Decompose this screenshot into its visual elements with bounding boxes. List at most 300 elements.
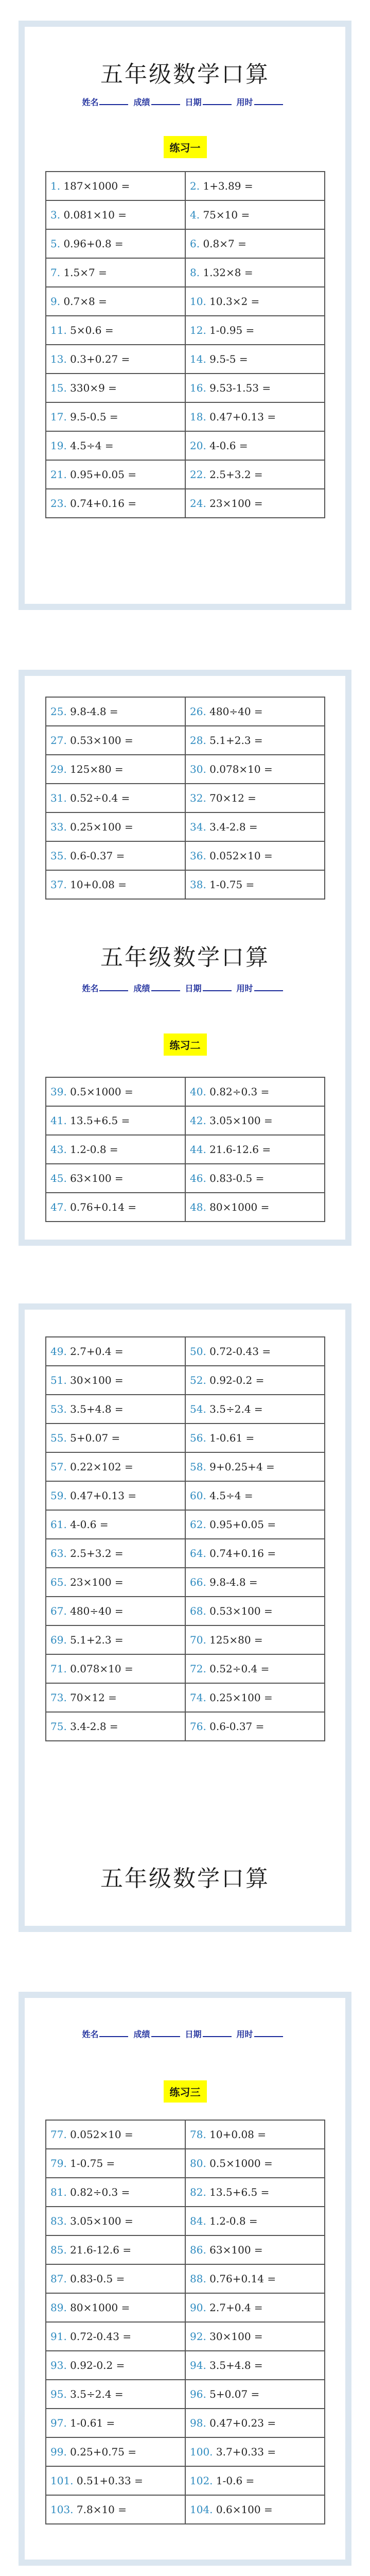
problem-cell: [185, 460, 325, 489]
problem-cell: [185, 1683, 325, 1712]
name-label: 姓名: [82, 984, 99, 993]
problem-number: 9.: [50, 295, 64, 308]
table-row: [46, 697, 325, 726]
problem-expression: 9.5-5 =: [209, 353, 248, 365]
problem-cell: [185, 2120, 325, 2149]
table-row: [46, 1481, 325, 1510]
worksheet-title: 五年级数学口算: [100, 944, 270, 971]
problem-expression: 0.96+0.8 =: [63, 238, 124, 250]
problem-expression: 0.7×8 =: [63, 295, 107, 308]
problem-cell: [46, 2235, 185, 2264]
problem-number: 52.: [190, 1374, 210, 1386]
problem-cell: [46, 1164, 185, 1193]
worksheet-title: 五年级数学口算: [100, 1866, 270, 1892]
problem-expression: 0.47+0.13 =: [70, 1489, 137, 1502]
problem-cell: [185, 1106, 325, 1135]
problem-number: 40.: [190, 1086, 210, 1098]
problem-cell: [46, 489, 185, 518]
problem-cell: [46, 200, 185, 229]
table-row: [46, 1077, 325, 1106]
score-blank: [151, 983, 180, 991]
table-row: [46, 2409, 325, 2437]
time-blank: [254, 2029, 283, 2037]
problem-expression: 9+0.25+4 =: [209, 1461, 275, 1473]
time-label: 用时: [236, 2029, 253, 2039]
problem-number: 3.: [50, 209, 64, 221]
problem-cell: [185, 1337, 325, 1366]
problem-cell: [46, 2178, 185, 2207]
problem-number: 17.: [50, 411, 71, 423]
problem-number: 63.: [50, 1547, 71, 1560]
problem-number: 73.: [50, 1691, 71, 1704]
table-row: [46, 2178, 325, 2207]
table-row: [46, 1193, 325, 1222]
problem-expression: 0.92-0.2 =: [70, 2359, 125, 2371]
table-row: [46, 2466, 325, 2495]
problem-expression: 9.8-4.8 =: [209, 1576, 258, 1588]
problem-number: 55.: [50, 1432, 71, 1444]
date-blank: [203, 97, 232, 105]
problem-number: 23.: [50, 497, 71, 510]
exercise-tag: 练习三: [164, 2080, 207, 2103]
problem-number: 21.: [50, 468, 71, 481]
problem-expression: 1.2-0.8 =: [209, 2215, 258, 2227]
table-row: [46, 1568, 325, 1597]
problem-cell: [185, 1539, 325, 1568]
table-row: [46, 1539, 325, 1568]
problem-expression: 0.74+0.16 =: [209, 1547, 276, 1560]
problem-expression: 0.052×10 =: [209, 850, 273, 862]
problem-number: 60.: [190, 1489, 210, 1502]
problem-cell: [46, 1452, 185, 1481]
problem-number: 41.: [50, 1114, 71, 1127]
table-row: [46, 172, 325, 200]
problem-cell: [46, 2495, 185, 2524]
problem-expression: 1-0.61 =: [209, 1432, 255, 1444]
time-label: 用时: [236, 97, 253, 107]
name-blank: [99, 2029, 128, 2037]
problem-expression: 0.52÷0.4 =: [70, 792, 130, 804]
problem-cell: [46, 1654, 185, 1683]
problem-number: 67.: [50, 1605, 71, 1617]
problem-number: 35.: [50, 850, 71, 862]
problem-number: 42.: [190, 1114, 210, 1127]
problem-expression: 3.05×100 =: [70, 2215, 133, 2227]
table-row: [46, 2120, 325, 2149]
problem-expression: 0.95+0.05 =: [70, 468, 137, 481]
problem-cell: [46, 697, 185, 726]
problem-cell: [46, 870, 185, 899]
problem-expression: 0.51+0.33 =: [76, 2475, 143, 2487]
problem-expression: 21.6-12.6 =: [209, 1143, 271, 1156]
problem-cell: [185, 2351, 325, 2380]
problem-expression: 80×1000 =: [70, 2301, 130, 2314]
table-row: [46, 1337, 325, 1366]
problem-expression: 3.5÷2.4 =: [209, 1403, 263, 1415]
problem-expression: 70×12 =: [209, 792, 256, 804]
problem-number: 38.: [190, 878, 210, 891]
problem-expression: 0.47+0.23 =: [209, 2417, 276, 2429]
problem-expression: 1-0.75 =: [209, 878, 255, 891]
problem-number: 78.: [190, 2128, 210, 2141]
problem-number: 79.: [50, 2157, 71, 2170]
problem-cell: [185, 1481, 325, 1510]
problem-cell: [185, 316, 325, 345]
problem-number: 62.: [190, 1518, 210, 1531]
table-row: [46, 726, 325, 755]
problem-expression: 0.53×100 =: [70, 734, 133, 747]
problem-number: 47.: [50, 1201, 71, 1213]
problem-expression: 1.32×8 =: [203, 266, 253, 279]
problem-expression: 0.83-0.5 =: [70, 2273, 125, 2285]
problem-expression: 75×10 =: [203, 209, 250, 221]
problem-expression: 5.1+2.3 =: [209, 734, 263, 747]
problem-cell: [46, 1481, 185, 1510]
problem-number: 15.: [50, 382, 71, 394]
table-row: [46, 755, 325, 784]
problem-expression: 1-0.61 =: [70, 2417, 115, 2429]
problem-number: 66.: [190, 1576, 210, 1588]
problem-table: [45, 2120, 325, 2524]
problem-cell: [46, 1135, 185, 1164]
problem-number: 65.: [50, 1576, 71, 1588]
problem-cell: [46, 2437, 185, 2466]
date-blank: [203, 983, 232, 991]
problem-number: 20.: [190, 439, 210, 452]
table-row: [46, 402, 325, 431]
problem-number: 76.: [190, 1720, 210, 1733]
problem-cell: [185, 1712, 325, 1741]
problem-number: 94.: [190, 2359, 210, 2371]
table-row: [46, 1164, 325, 1193]
score-label: 成绩: [133, 2029, 150, 2039]
problem-number: 51.: [50, 1374, 71, 1386]
problem-expression: 187×1000 =: [63, 180, 130, 192]
problem-number: 12.: [190, 324, 210, 336]
problem-number: 30.: [190, 763, 210, 775]
problem-expression: 2.5+3.2 =: [70, 1547, 124, 1560]
problem-number: 70.: [190, 1634, 210, 1646]
problem-cell: [46, 2351, 185, 2380]
problem-cell: [185, 1164, 325, 1193]
problem-expression: 0.5×1000 =: [70, 1086, 133, 1098]
problem-expression: 0.25+0.75 =: [70, 2446, 137, 2458]
problem-expression: 3.05×100 =: [209, 1114, 273, 1127]
problem-cell: [46, 1077, 185, 1106]
problem-expression: 1-0.75 =: [70, 2157, 115, 2170]
problem-number: 98.: [190, 2417, 210, 2429]
table-row: [46, 784, 325, 812]
problem-table: [45, 697, 325, 900]
problem-number: 99.: [50, 2446, 71, 2458]
problem-number: 95.: [50, 2388, 71, 2400]
problem-number: 32.: [190, 792, 210, 804]
problem-expression: 7.8×10 =: [76, 2503, 127, 2516]
problem-cell: [185, 1193, 325, 1222]
problem-cell: [185, 2235, 325, 2264]
name-blank: [99, 983, 128, 991]
problem-cell: [185, 1077, 325, 1106]
problem-number: 87.: [50, 2273, 71, 2285]
problem-cell: [185, 726, 325, 755]
problem-expression: 0.6-0.37 =: [70, 850, 125, 862]
problem-cell: [185, 1423, 325, 1452]
problem-expression: 0.92-0.2 =: [209, 1374, 265, 1386]
problem-number: 33.: [50, 821, 71, 833]
table-row: [46, 2264, 325, 2293]
problem-number: 97.: [50, 2417, 71, 2429]
problem-number: 11.: [50, 324, 71, 336]
table-row: [46, 1683, 325, 1712]
name-label: 姓名: [82, 2029, 99, 2039]
problem-cell: [46, 2149, 185, 2178]
problem-number: 68.: [190, 1605, 210, 1617]
time-blank: [254, 97, 283, 105]
problem-cell: [185, 1625, 325, 1654]
problem-number: 31.: [50, 792, 71, 804]
problem-number: 24.: [190, 497, 210, 510]
problem-cell: [46, 460, 185, 489]
problem-expression: 0.052×10 =: [70, 2128, 133, 2141]
problem-cell: [46, 287, 185, 316]
exercise-tag: 练习一: [164, 136, 207, 158]
problem-expression: 0.74+0.16 =: [70, 497, 137, 510]
date-label: 日期: [185, 97, 202, 107]
problem-number: 27.: [50, 734, 71, 747]
table-row: [46, 1423, 325, 1452]
problem-number: 77.: [50, 2128, 71, 2141]
problem-expression: 0.5×1000 =: [209, 2157, 273, 2170]
problem-number: 37.: [50, 878, 71, 891]
problem-number: 82.: [190, 2186, 210, 2198]
problem-cell: [46, 812, 185, 841]
problem-cell: [46, 2466, 185, 2495]
table-row: [46, 374, 325, 402]
problem-expression: 0.8×7 =: [203, 238, 246, 250]
problem-cell: [185, 2293, 325, 2322]
problem-cell: [185, 2380, 325, 2409]
table-row: [46, 870, 325, 899]
problem-expression: 3.4-2.8 =: [209, 821, 258, 833]
problem-cell: [46, 2322, 185, 2351]
table-row: [46, 1597, 325, 1625]
problem-cell: [185, 1452, 325, 1481]
problem-expression: 30×100 =: [209, 2330, 263, 2343]
problem-expression: 30×100 =: [70, 1374, 124, 1386]
problem-number: 75.: [50, 1720, 71, 1733]
table-row: [46, 2495, 325, 2524]
table-row: [46, 2293, 325, 2322]
problem-number: 4.: [190, 209, 203, 221]
problem-expression: 0.82÷0.3 =: [70, 2186, 130, 2198]
problem-number: 69.: [50, 1634, 71, 1646]
problem-cell: [185, 374, 325, 402]
problem-cell: [46, 1625, 185, 1654]
table-row: [46, 2437, 325, 2466]
problem-cell: [46, 402, 185, 431]
problem-expression: 80×1000 =: [209, 1201, 270, 1213]
problem-cell: [46, 1712, 185, 1741]
problem-number: 16.: [190, 382, 210, 394]
problem-number: 53.: [50, 1403, 71, 1415]
table-row: [46, 200, 325, 229]
problem-number: 1.: [50, 180, 64, 192]
problem-number: 100.: [190, 2446, 216, 2458]
problem-cell: [46, 316, 185, 345]
exercise-tag: 练习二: [164, 1033, 207, 1056]
table-row: [46, 345, 325, 374]
problem-cell: [185, 755, 325, 784]
table-row: [46, 258, 325, 287]
problem-number: 7.: [50, 266, 64, 279]
problem-number: 2.: [190, 180, 203, 192]
problem-expression: 2.7+0.4 =: [70, 1345, 124, 1358]
problem-cell: [46, 1568, 185, 1597]
problem-number: 71.: [50, 1663, 71, 1675]
problem-number: 101.: [50, 2475, 77, 2487]
problem-expression: 4-0.6 =: [209, 439, 248, 452]
problem-expression: 5.1+2.3 =: [70, 1634, 124, 1646]
problem-cell: [185, 697, 325, 726]
problem-cell: [46, 1539, 185, 1568]
problem-number: 48.: [190, 1201, 210, 1213]
problem-number: 86.: [190, 2244, 210, 2256]
problem-cell: [46, 1193, 185, 1222]
problem-number: 93.: [50, 2359, 71, 2371]
problem-cell: [46, 755, 185, 784]
problem-cell: [185, 258, 325, 287]
problem-expression: 70×12 =: [70, 1691, 117, 1704]
problem-number: 22.: [190, 468, 210, 481]
date-label: 日期: [185, 2029, 202, 2039]
problem-number: 57.: [50, 1461, 71, 1473]
problem-expression: 10+0.08 =: [209, 2128, 267, 2141]
problem-cell: [185, 287, 325, 316]
problem-number: 36.: [190, 850, 210, 862]
problem-number: 18.: [190, 411, 210, 423]
problem-expression: 4.5÷4 =: [209, 1489, 253, 1502]
problem-number: 58.: [190, 1461, 210, 1473]
table-row: [46, 1135, 325, 1164]
problem-expression: 0.22×102 =: [70, 1461, 133, 1473]
problem-cell: [185, 172, 325, 200]
problem-cell: [46, 1106, 185, 1135]
problem-cell: [185, 2322, 325, 2351]
problem-number: 39.: [50, 1086, 71, 1098]
score-label: 成绩: [133, 984, 150, 993]
student-info-line: [25, 96, 345, 108]
problem-cell: [185, 229, 325, 258]
problem-expression: 0.25×100 =: [70, 821, 133, 833]
problem-cell: [46, 2380, 185, 2409]
problem-expression: 0.6-0.37 =: [209, 1720, 265, 1733]
problem-number: 61.: [50, 1518, 71, 1531]
problem-expression: 0.72-0.43 =: [70, 2330, 132, 2343]
problem-number: 64.: [190, 1547, 210, 1560]
problem-cell: [46, 2207, 185, 2235]
table-row: [46, 2322, 325, 2351]
table-row: [46, 1452, 325, 1481]
problem-cell: [46, 841, 185, 870]
problem-expression: 1-0.95 =: [209, 324, 255, 336]
problem-cell: [46, 258, 185, 287]
problem-expression: 3.5÷2.4 =: [70, 2388, 124, 2400]
problem-expression: 125×80 =: [209, 1634, 263, 1646]
problem-expression: 1+3.89 =: [203, 180, 253, 192]
table-row: [46, 460, 325, 489]
problem-number: 6.: [190, 238, 203, 250]
problem-cell: [185, 1395, 325, 1423]
table-row: [46, 2207, 325, 2235]
table-row: [46, 229, 325, 258]
problem-cell: [185, 870, 325, 899]
problem-cell: [46, 1510, 185, 1539]
problem-cell: [46, 1683, 185, 1712]
problem-cell: [46, 431, 185, 460]
problem-cell: [46, 345, 185, 374]
problem-cell: [46, 172, 185, 200]
problem-expression: 0.72-0.43 =: [209, 1345, 271, 1358]
problem-expression: 9.53-1.53 =: [209, 382, 271, 394]
problem-expression: 0.53×100 =: [209, 1605, 273, 1617]
problem-cell: [46, 1423, 185, 1452]
problem-expression: 125×80 =: [70, 763, 124, 775]
table-row: [46, 316, 325, 345]
problem-number: 25.: [50, 705, 71, 718]
problem-number: 83.: [50, 2215, 71, 2227]
date-blank: [203, 2029, 232, 2037]
table-row: [46, 1712, 325, 1741]
problem-cell: [185, 431, 325, 460]
table-row: [46, 287, 325, 316]
problem-expression: 0.081×10 =: [63, 209, 127, 221]
problem-table: [45, 1077, 325, 1222]
problem-expression: 9.8-4.8 =: [70, 705, 118, 718]
problem-expression: 13.5+6.5 =: [70, 1114, 130, 1127]
problem-cell: [185, 2437, 325, 2466]
problem-cell: [185, 489, 325, 518]
problem-number: 28.: [190, 734, 210, 747]
problem-expression: 330×9 =: [70, 382, 117, 394]
problem-expression: 3.5+4.8 =: [209, 2359, 263, 2371]
problem-number: 102.: [190, 2475, 216, 2487]
problem-number: 34.: [190, 821, 210, 833]
table-row: [46, 1654, 325, 1683]
table-row: [46, 1510, 325, 1539]
table-row: [46, 1106, 325, 1135]
problem-number: 49.: [50, 1345, 71, 1358]
problem-cell: [185, 1597, 325, 1625]
problem-expression: 1-0.6 =: [216, 2475, 255, 2487]
problem-number: 103.: [50, 2503, 77, 2516]
problem-number: 96.: [190, 2388, 210, 2400]
time-label: 用时: [236, 984, 253, 993]
problem-expression: 63×100 =: [209, 2244, 263, 2256]
worksheet-card-1: [19, 21, 351, 610]
problem-number: 59.: [50, 1489, 71, 1502]
problem-cell: [185, 1135, 325, 1164]
problem-number: 89.: [50, 2301, 71, 2314]
problem-number: 43.: [50, 1143, 71, 1156]
problem-expression: 1.2-0.8 =: [70, 1143, 118, 1156]
problem-cell: [46, 1337, 185, 1366]
problem-number: 8.: [190, 266, 203, 279]
problem-table: [45, 171, 325, 518]
problem-expression: 0.3+0.27 =: [70, 353, 130, 365]
problem-cell: [185, 2264, 325, 2293]
problem-number: 46.: [190, 1172, 210, 1184]
problem-expression: 1.5×7 =: [63, 266, 107, 279]
